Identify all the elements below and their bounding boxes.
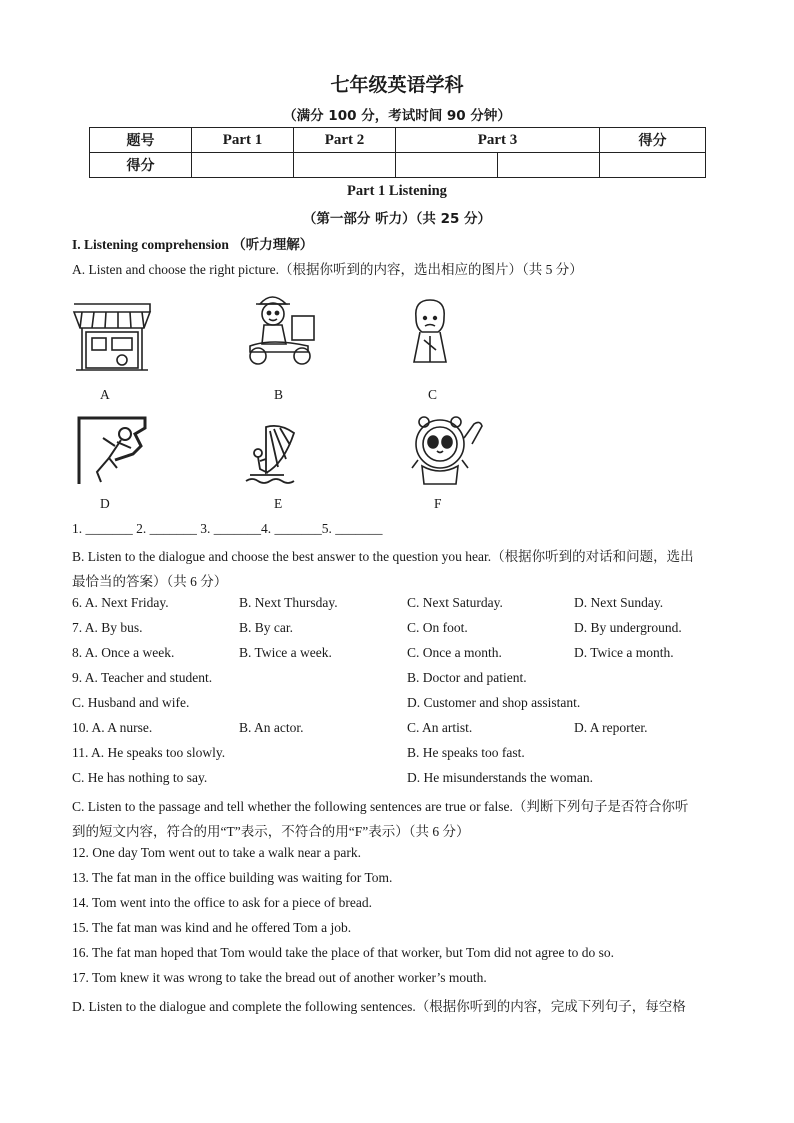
instruction-c: C. Listen to the passage and tell whether the following sentences are true or false.（判断下列句子是否符合你听	[72, 799, 689, 814]
score-table	[89, 127, 706, 178]
option-8c[interactable]: C. Once a month.	[407, 645, 502, 660]
option-9d[interactable]: D. Customer and shop assistant.	[407, 695, 581, 710]
panda-mascot-icon	[408, 414, 488, 489]
table-header-cell: 得分	[600, 128, 706, 153]
picture-label-f: F	[434, 496, 442, 511]
score-input-cell[interactable]	[294, 153, 396, 178]
score-input-cell[interactable]	[498, 153, 600, 178]
table-cell: 得分	[90, 153, 192, 178]
option-8a[interactable]: 8. A. Once a week.	[72, 645, 175, 660]
option-6a[interactable]: 6. A. Next Friday.	[72, 595, 169, 610]
answer-blanks[interactable]: 1. _______ 2. _______ 3. _______4. _______5. _______	[72, 521, 383, 536]
instruction-b: B. Listen to the dialogue and choose the best answer to the question you hear.（根据你听到的对话和问题，选出	[72, 549, 694, 564]
statement-16: 16. The fat man hoped that Tom would take the place of that worker, but Tom did not agree to do so.	[72, 945, 614, 960]
windsurfer-icon	[244, 423, 324, 498]
section-heading: I. Listening comprehension （听力理解）	[72, 237, 314, 252]
option-10d[interactable]: D. A reporter.	[574, 720, 648, 735]
rock-climber-icon	[75, 412, 155, 487]
option-9c[interactable]: C. Husband and wife.	[72, 695, 190, 710]
table-header-cell: Part 3	[396, 128, 600, 153]
picture-label-a: A	[100, 387, 110, 402]
option-8b[interactable]: B. Twice a week.	[239, 645, 332, 660]
option-10c[interactable]: C. An artist.	[407, 720, 473, 735]
instruction-c-cont: 到的短文内容，符合的用“T”表示，不符合的用“F”表示）（共 6 分）	[72, 824, 470, 839]
option-9b[interactable]: B. Doctor and patient.	[407, 670, 527, 685]
statement-15: 15. The fat man was kind and he offered Tom a job.	[72, 920, 352, 935]
statement-12: 12. One day Tom went out to take a walk near a park.	[72, 845, 361, 860]
option-7c[interactable]: C. On foot.	[407, 620, 468, 635]
picture-label-d: D	[100, 496, 110, 511]
market-stall-icon	[72, 300, 152, 375]
option-7a[interactable]: 7. A. By bus.	[72, 620, 143, 635]
option-6b[interactable]: B. Next Thursday.	[239, 595, 338, 610]
option-8d[interactable]: D. Twice a month.	[574, 645, 674, 660]
part-subtitle: （第一部分 听力）（共 25 分）	[302, 211, 492, 227]
score-input-cell[interactable]	[396, 153, 498, 178]
instruction-b-cont: 最恰当的答案）（共 6 分）	[72, 574, 228, 589]
delivery-scooter-icon	[242, 292, 322, 367]
option-7d[interactable]: D. By underground.	[574, 620, 682, 635]
table-row	[90, 153, 706, 178]
table-row	[90, 128, 706, 153]
option-9a[interactable]: 9. A. Teacher and student.	[72, 670, 213, 685]
option-11d[interactable]: D. He misunderstands the woman.	[407, 770, 593, 785]
instruction-a: A. Listen and choose the right picture.（根据你听到的内容，选出相应的图片）（共 5 分）	[72, 262, 583, 277]
table-header-cell: Part 1	[192, 128, 294, 153]
page-subtitle: （满分 100 分，考试时间 90 分钟）	[283, 108, 511, 124]
statement-14: 14. Tom went into the office to ask for a piece of bread.	[72, 895, 372, 910]
picture-label-b: B	[274, 387, 284, 402]
option-7b[interactable]: B. By car.	[239, 620, 293, 635]
score-input-cell[interactable]	[600, 153, 706, 178]
option-6d[interactable]: D. Next Sunday.	[574, 595, 664, 610]
table-header-cell: 题号	[90, 128, 192, 153]
option-11b[interactable]: B. He speaks too fast.	[407, 745, 525, 760]
option-6c[interactable]: C. Next Saturday.	[407, 595, 503, 610]
instruction-d: D. Listen to the dialogue and complete the following sentences.（根据你听到的内容，完成下列句子，每空格	[72, 999, 686, 1014]
part-title: Part 1 Listening	[347, 183, 447, 199]
sad-elderly-woman-icon	[400, 296, 480, 371]
option-10b[interactable]: B. An actor.	[239, 720, 304, 735]
picture-label-e: E	[274, 496, 283, 511]
statement-13: 13. The fat man in the office building was waiting for Tom.	[72, 870, 393, 885]
option-11a[interactable]: 11. A. He speaks too slowly.	[72, 745, 226, 760]
table-header-cell: Part 2	[294, 128, 396, 153]
option-11c[interactable]: C. He has nothing to say.	[72, 770, 208, 785]
picture-label-c: C	[428, 387, 438, 402]
option-10a[interactable]: 10. A. A nurse.	[72, 720, 153, 735]
statement-17: 17. Tom knew it was wrong to take the bread out of another worker’s mouth.	[72, 970, 487, 985]
score-input-cell[interactable]	[192, 153, 294, 178]
page-title: 七年级英语学科	[330, 74, 464, 96]
